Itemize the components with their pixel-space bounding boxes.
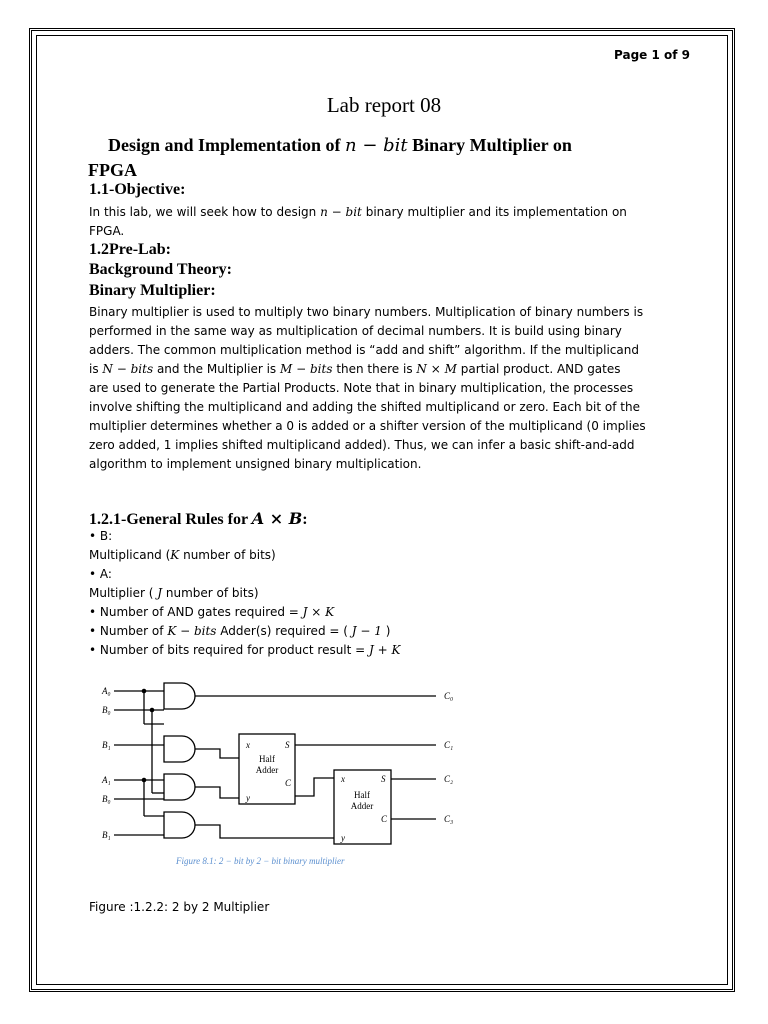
rule-a-desc: Multiplier ( J number of bits) (89, 586, 259, 600)
input-label-b0: B₀ (102, 705, 111, 715)
figure-inner-caption: Figure 8.1: 2 − bit by 2 − bit binary multiplier (176, 856, 345, 866)
ha2-port-y: y (341, 833, 345, 843)
ha1-port-y: y (246, 793, 250, 803)
output-label-c0: C₀ (444, 691, 454, 701)
figure-caption: Figure :1.2.2: 2 by 2 Multiplier (89, 900, 270, 914)
ha1-label-half: Half (259, 754, 275, 764)
rule-adders: • Number of K − bits Adder(s) required = ( J − 1 ) (89, 624, 391, 638)
input-label-a1: A₁ (102, 775, 111, 785)
ha2-port-c: C (381, 814, 388, 824)
input-label-b1-second: B₁ (102, 830, 111, 840)
output-label-c1: C₁ (444, 740, 454, 750)
rule-and-gates: • Number of AND gates required = J × K (89, 605, 335, 619)
general-rules-heading: 1.2.1-General Rules for A × B: (89, 509, 308, 528)
ha1-port-x: x (246, 740, 250, 750)
background-theory-heading: Background Theory: (89, 261, 232, 278)
output-label-c3: C₃ (444, 814, 454, 824)
ha1-port-c: C (285, 778, 292, 788)
ha2-label-adder: Adder (350, 801, 374, 811)
multiplier-circuit-diagram (96, 678, 476, 870)
objective-heading: 1.1-Objective: (89, 181, 186, 198)
rule-a-item: • A: (89, 567, 112, 581)
page-number: Page 1 of 9 (614, 48, 690, 62)
input-label-b1: B₁ (102, 740, 111, 750)
ha1-label-adder: Adder (255, 765, 279, 775)
report-subtitle: Design and Implementation of n − bit Binary Multiplier on FPGA (88, 135, 572, 180)
rule-b-desc: Multiplicand (K number of bits) (89, 548, 276, 562)
prelab-heading: 1.2Pre-Lab: (89, 241, 171, 258)
ha2-port-x: x (341, 774, 345, 784)
input-label-b0-second: B₀ (102, 794, 111, 804)
binary-multiplier-heading: Binary Multiplier: (89, 282, 216, 299)
objective-text: In this lab, we will seek how to design n − bit binary multiplier and its implementation on FPGA. (89, 205, 627, 238)
rule-b-item: • B: (89, 529, 113, 543)
binary-multiplier-paragraph: Binary multiplier is used to multiply two binary numbers. Multiplication of binary numbers is performed in the same way as multiplication of decimal numbers. It is build using binary adders. The common multiplication method is “add and shift” algorithm. If the multiplicand is N − bits and the Multiplier is M − bits then there is N × M partial product. AND gates are used to generate the Partial Products. Note that in binary multiplication, the processes involve shifting the multiplicand and adding the shifted multiplicand or zero. Each bit of the multiplier determines whether a 0 is added or a shifter version of the multiplicand (0 implies zero added, 1 implies shifted multiplicand added). Thus, we can infer a basic shift-and-add algorithm to implement unsigned binary multiplication. (89, 305, 646, 471)
ha1-port-s: S (285, 740, 290, 750)
ha2-port-s: S (381, 774, 386, 784)
output-label-c2: C₂ (444, 774, 454, 784)
report-title: Lab report 08 (326, 93, 442, 117)
ha2-label-half: Half (354, 790, 370, 800)
input-label-a0: A₀ (102, 686, 111, 696)
rule-product-bits: • Number of bits required for product result = J + K (89, 643, 401, 657)
